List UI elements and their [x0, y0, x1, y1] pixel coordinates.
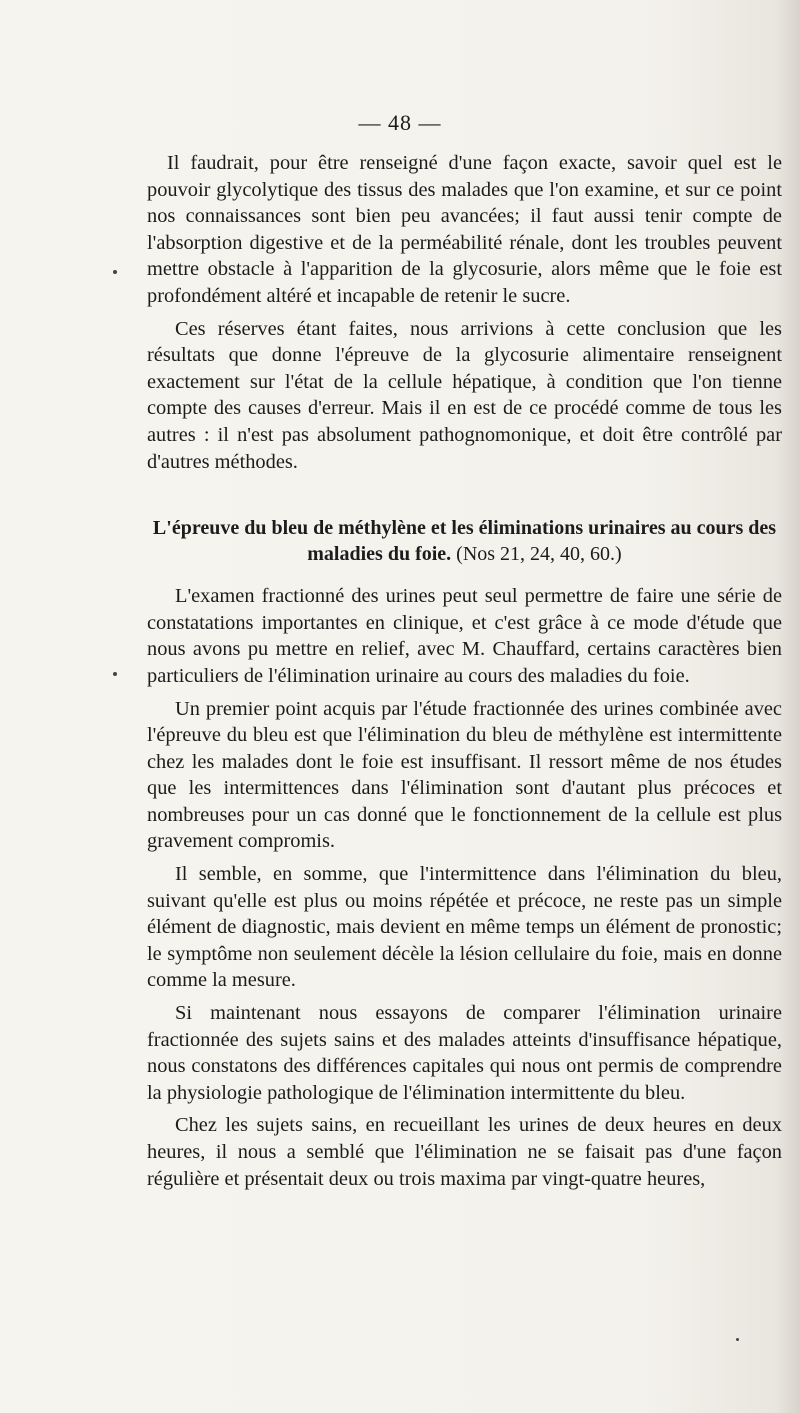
- page-number: — 48 —: [358, 110, 442, 135]
- section-heading: [147, 515, 782, 567]
- margin-mark: [736, 1338, 739, 1341]
- paragraph: Un premier point acquis par l'étude fractionnée des urines combinée avec l'épreuve du bleu est que l'élimination du bleu de méthylène est intermittente chez les malades dont le foie est insuffisant. Il ressort même de nos études que les intermittences dans l'élimination sont d'autant plus précoces et nombreuses pour un cas donné que le fonctionnement de la cellule est plus gravement compromis.: [147, 697, 782, 853]
- paragraph: Il faudrait, pour être renseigné d'une façon exacte, savoir quel est le pouvoir glycolytique des tissus des malades que l'on examine, et sur ce point nos connaissances sont bien peu avancées; il faut aussi tenir compte de l'absorption digestive et de la perméabilité rénale, dont les troubles peuvent mettre obstacle à l'apparition de la glycosurie, alors même que le foie est profondément altéré et incapable de retenir le sucre.: [147, 152, 782, 307]
- paragraph: L'examen fractionné des urines peut seul permettre de faire une série de constatations importantes en clinique, et c'est grâce à ce mode d'étude que nous avons pu mettre en relief, avec M. Chauffard, certains caractères bien particuliers de l'élimination urinaire au cours des maladies du foie.: [147, 585, 782, 687]
- paragraph: Ces réserves étant faites, nous arrivions à cette conclusion que les résultats que donne l'épreuve de la glycosurie alimentaire renseignent exactement sur l'état de la cellule hépatique, à condition que l'on tienne compte des causes d'erreur. Mais il en est de ce procédé comme de tous les autres : il n'est pas absolument pathognomonique, et doit être contrôlé par d'autres méthodes.: [147, 317, 782, 473]
- paragraph: Si maintenant nous essayons de comparer l'élimination urinaire fractionnée des sujets sains et des malades atteints d'insuffisance hépatique, nous constatons des différences capitales qui nous ont permis de comprendre la physiologie pathologique de l'élimination intermittente du bleu.: [147, 1002, 782, 1104]
- page-body: [147, 150, 782, 1192]
- margin-mark: [113, 270, 117, 274]
- paragraph: Chez les sujets sains, en recueillant les urines de deux heures en deux heures, il nous a semblé que l'élimination ne se faisait pas d'une façon régulière et présentait deux ou trois maxima par vingt-quatre heures,: [147, 1114, 782, 1190]
- margin-mark: [113, 672, 117, 676]
- section-heading-text: L'épreuve du bleu de méthylène et les éliminations urinaires au cours des maladies du foie.: [152, 517, 777, 566]
- paragraph: Il semble, en somme, que l'intermittence dans l'élimination du bleu, suivant qu'elle est plus ou moins répétée et précoce, ne reste pas un simple élément de diagnostic, mais devient en même temps un élément de pronostic; le symptôme non seulement décèle la lésion cellulaire du foie, mais en donne comme la mesure.: [147, 863, 782, 992]
- section-heading-refs: (Nos 21, 24, 40, 60.): [456, 543, 622, 566]
